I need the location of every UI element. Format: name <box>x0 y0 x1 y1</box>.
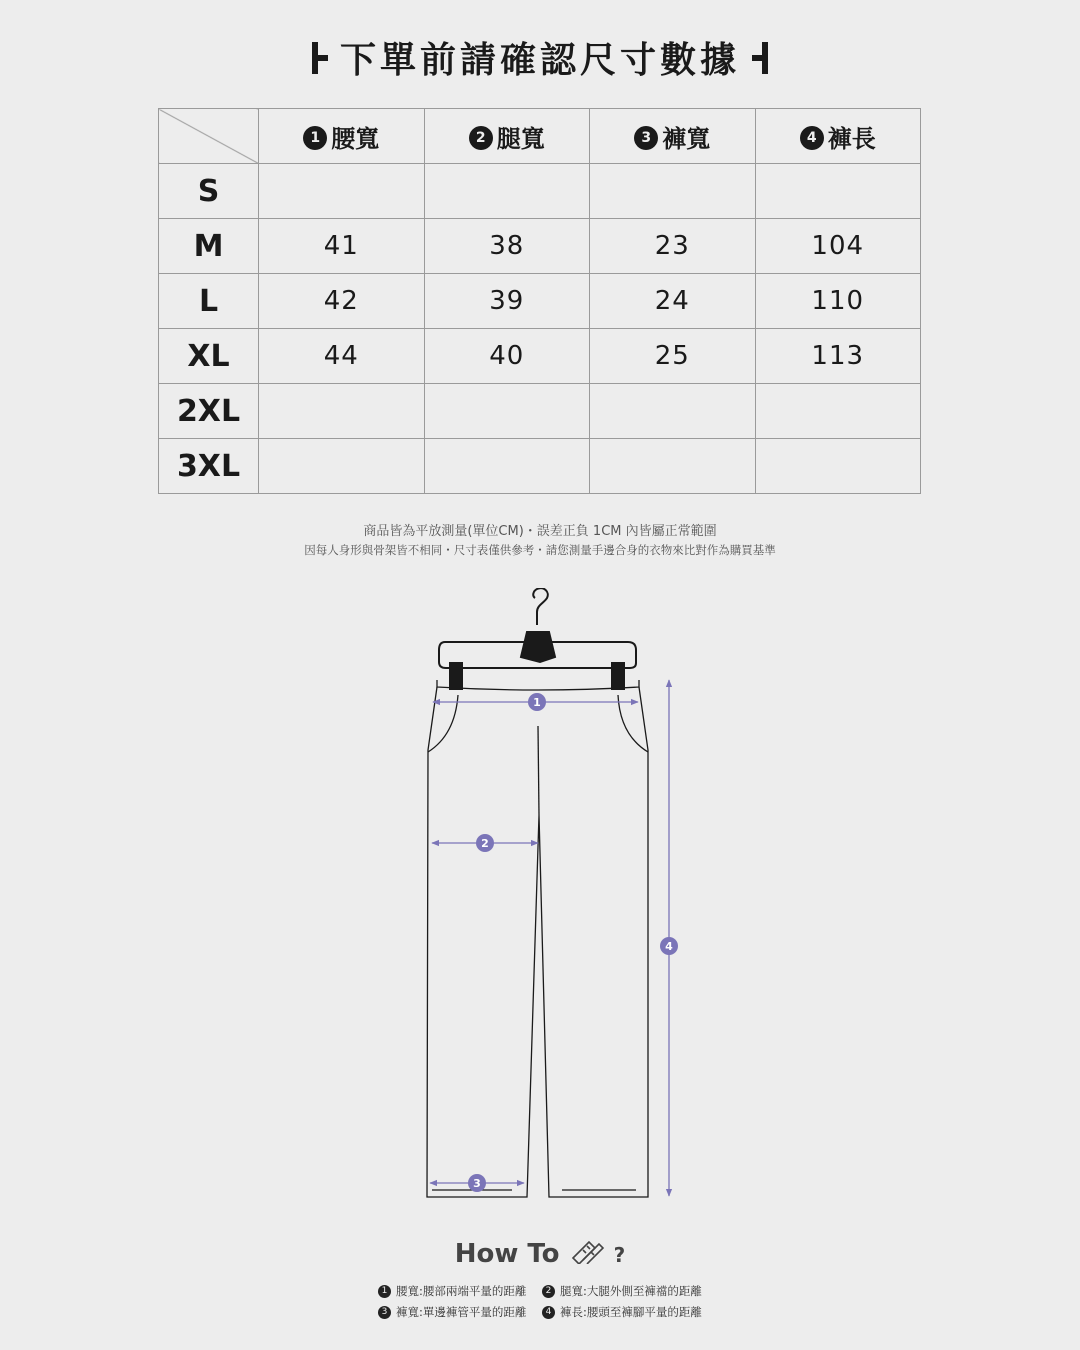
legend-item <box>542 1304 702 1320</box>
table-row <box>159 329 921 384</box>
table-cell: 44 <box>259 329 425 384</box>
table-cell: 38 <box>424 219 590 274</box>
marker-label: 3 <box>473 1177 481 1190</box>
number-badge: 4 <box>800 126 824 150</box>
table-row <box>159 274 921 329</box>
legend-text: 腿寬:大腿外側至褲襠的距離 <box>560 1284 702 1298</box>
table-row <box>159 164 921 219</box>
table-cell <box>755 164 921 219</box>
table-cell <box>755 384 921 439</box>
table-cell <box>259 439 425 494</box>
legend-text: 褲長:腰頭至褲腳平量的距離 <box>560 1305 702 1319</box>
pants-outline <box>427 680 648 1197</box>
table-cell <box>590 439 756 494</box>
howto-heading <box>0 1238 1080 1271</box>
legend-number: 2 <box>542 1285 555 1298</box>
measurement-note: 商品皆為平放測量(單位CM)・誤差正負 1CM 內皆屬正常範圍 <box>363 524 717 539</box>
table-cell <box>259 384 425 439</box>
hanger-icon <box>439 588 636 689</box>
table-cell: 41 <box>259 219 425 274</box>
corner-cell <box>159 109 259 164</box>
table-cell <box>259 164 425 219</box>
legend-item <box>542 1283 702 1299</box>
legend-text: 褲寬:單邊褲管平量的距離 <box>396 1305 527 1319</box>
size-table <box>158 108 921 494</box>
header-cell <box>259 109 425 164</box>
marker-thigh <box>476 834 494 852</box>
table-cell: 113 <box>755 329 921 384</box>
marker-length <box>660 937 678 955</box>
marker-label: 1 <box>533 696 541 709</box>
table-cell: 110 <box>755 274 921 329</box>
title-text: 下單前請確認尺寸數據 <box>339 40 740 81</box>
table-cell <box>755 439 921 494</box>
marker-hem <box>468 1174 486 1192</box>
table-cell <box>424 384 590 439</box>
legend-item <box>378 1283 526 1299</box>
page-title <box>0 32 1080 83</box>
number-badge: 1 <box>303 126 327 150</box>
table-cell: 39 <box>424 274 590 329</box>
header-label: 褲寬 <box>662 124 711 153</box>
size-label: XL <box>159 329 259 384</box>
header-cell <box>590 109 756 164</box>
howto-text: How To <box>454 1239 560 1269</box>
size-label: 3XL <box>159 439 259 494</box>
ruler-pencil-icon <box>569 1238 605 1271</box>
header-label: 褲長 <box>827 124 876 153</box>
right-bracket-icon <box>752 42 768 74</box>
table-cell <box>424 164 590 219</box>
marker-waist <box>528 693 546 711</box>
legend-number: 4 <box>542 1306 555 1319</box>
table-row <box>159 384 921 439</box>
header-label: 腿寬 <box>496 124 545 153</box>
table-cell: 24 <box>590 274 756 329</box>
size-label: S <box>159 164 259 219</box>
table-row <box>159 439 921 494</box>
table-header-row <box>159 109 921 164</box>
legend-number: 1 <box>378 1285 391 1298</box>
size-label: L <box>159 274 259 329</box>
legend-text: 腰寬:腰部兩端平量的距離 <box>396 1284 527 1298</box>
table-cell: 23 <box>590 219 756 274</box>
legend-row <box>378 1283 714 1299</box>
legend-number: 3 <box>378 1306 391 1319</box>
reference-note: 因每人身形與骨架皆不相同・尺寸表僅供參考・請您測量手邊合身的衣物來比對作為購買基準 <box>304 543 776 557</box>
pants-diagram <box>400 588 700 1208</box>
header-cell <box>755 109 921 164</box>
left-bracket-icon <box>312 42 328 74</box>
number-badge: 3 <box>634 126 658 150</box>
size-label: M <box>159 219 259 274</box>
legend-row <box>378 1304 714 1320</box>
measure-lines <box>430 680 669 1196</box>
table-cell: 104 <box>755 219 921 274</box>
header-label: 腰寬 <box>331 124 380 153</box>
howto-question: ? <box>613 1243 626 1267</box>
table-cell: 42 <box>259 274 425 329</box>
table-row <box>159 219 921 274</box>
table-cell <box>424 439 590 494</box>
marker-label: 2 <box>481 837 489 850</box>
table-cell: 25 <box>590 329 756 384</box>
table-cell: 40 <box>424 329 590 384</box>
header-cell <box>424 109 590 164</box>
number-badge: 2 <box>469 126 493 150</box>
size-label: 2XL <box>159 384 259 439</box>
table-cell <box>590 164 756 219</box>
marker-label: 4 <box>665 940 673 953</box>
legend-item <box>378 1304 526 1320</box>
table-cell <box>590 384 756 439</box>
